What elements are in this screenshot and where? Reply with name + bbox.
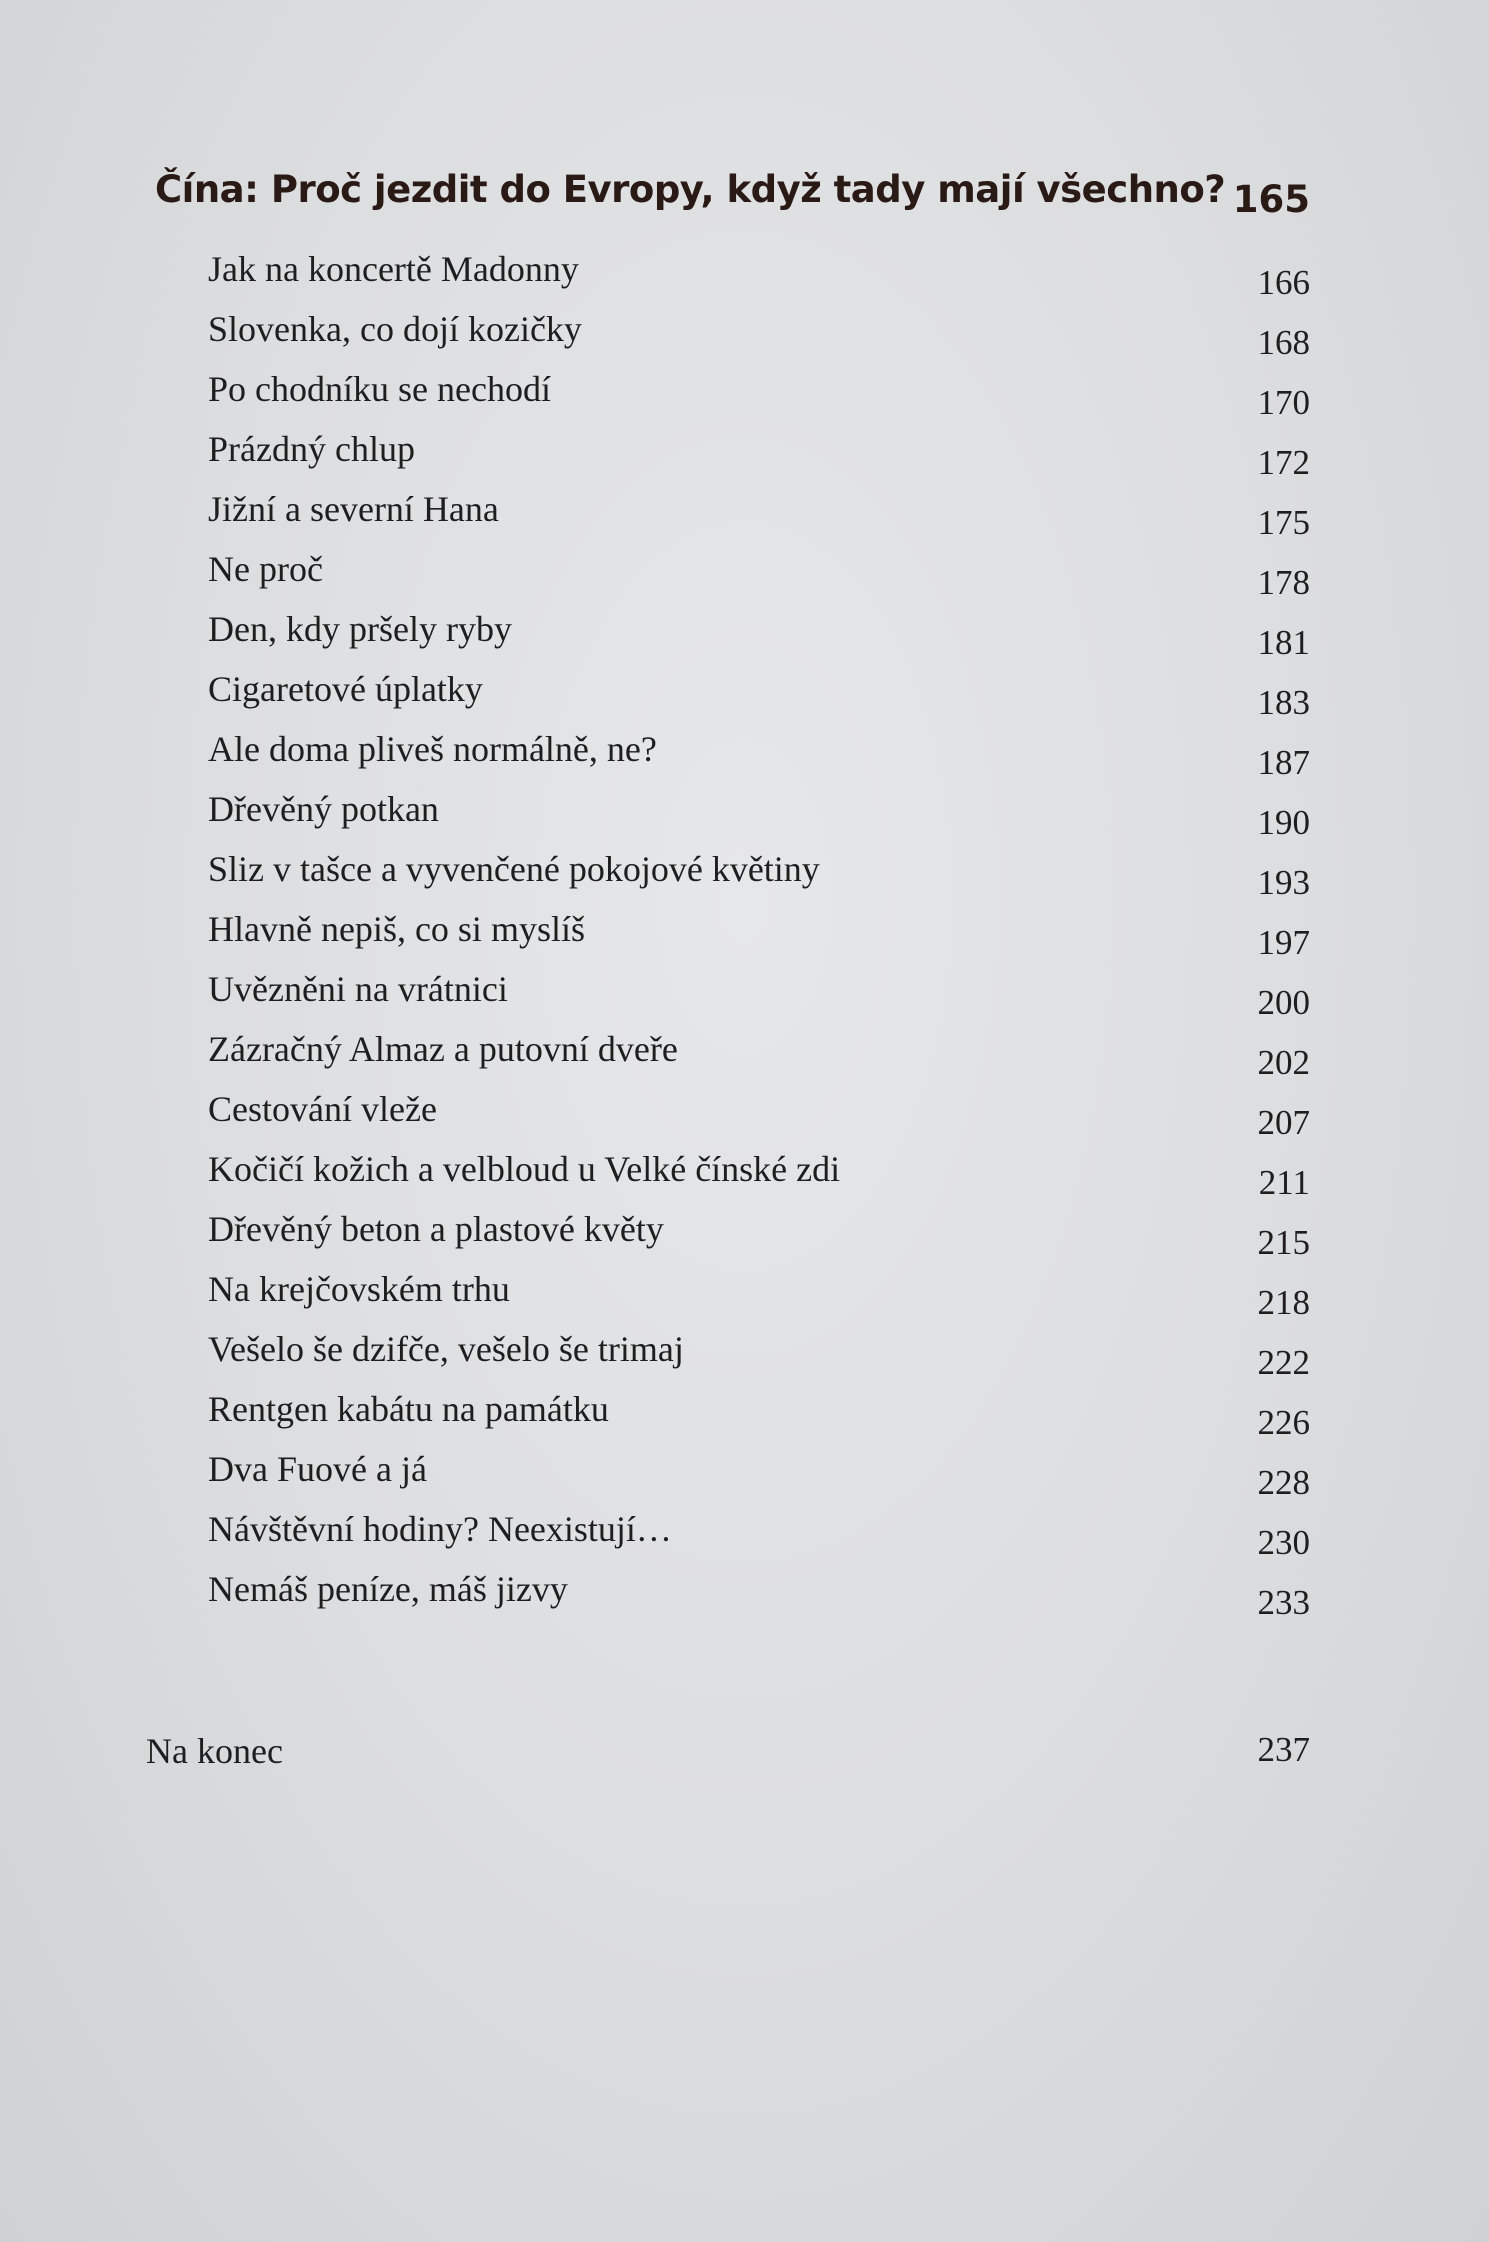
toc-entry-page: 222 [1257, 1343, 1310, 1382]
toc-entry-title: Na krejčovském trhu [208, 1269, 510, 1309]
toc-entry [208, 1088, 1310, 1148]
chapter-heading [155, 168, 1310, 238]
toc-entry [208, 248, 1310, 308]
toc-entry-page: 172 [1257, 443, 1310, 482]
toc-entry-title: Hlavně nepiš, co si myslíš [208, 909, 585, 949]
toc-entry-page: 228 [1257, 1463, 1310, 1502]
toc-entry-title: Ne proč [208, 549, 323, 589]
toc-entry [208, 1328, 1310, 1388]
toc-entry-title: Nemáš peníze, máš jizvy [208, 1569, 568, 1609]
toc-entry-page: 183 [1257, 683, 1310, 722]
toc-entry-page: 226 [1257, 1403, 1310, 1442]
toc-entry-page: 197 [1257, 923, 1310, 962]
toc-entry [208, 548, 1310, 608]
toc-entry-title: Jižní a severní Hana [208, 489, 499, 529]
toc-entry-page: 170 [1257, 383, 1310, 422]
toc-entry-page: 233 [1257, 1583, 1310, 1622]
chapter-title: Čína: Proč jezdit do Evropy, když tady mají všechno? [155, 168, 1226, 211]
toc-entry [208, 1448, 1310, 1508]
toc-entry-title: Slovenka, co dojí kozičky [208, 309, 582, 349]
toc-entry [208, 728, 1310, 788]
toc-entry-page: 187 [1257, 743, 1310, 782]
toc-entry-page: 215 [1257, 1223, 1310, 1262]
toc-entry [208, 1508, 1310, 1568]
toc-entry-title: Den, kdy pršely ryby [208, 609, 512, 649]
toc-entry-page: 202 [1257, 1043, 1310, 1082]
toc-entry-page: 211 [1258, 1163, 1310, 1202]
toc-entry-page: 178 [1257, 563, 1310, 602]
toc-entry-page: 168 [1257, 323, 1310, 362]
toc-entry [208, 428, 1310, 488]
toc-entry-page: 193 [1257, 863, 1310, 902]
toc-entry-title: Vešelo še dzifče, vešelo še trimaj [208, 1329, 684, 1369]
toc-entry [208, 1028, 1310, 1088]
toc-entry-page: 181 [1257, 623, 1310, 662]
toc-entry-list [208, 248, 1310, 1628]
toc-entry-title: Dřevěný beton a plastové květy [208, 1209, 664, 1249]
toc-entry-page: 166 [1257, 263, 1310, 302]
toc-entry [208, 488, 1310, 548]
toc-entry-title: Rentgen kabátu na památku [208, 1389, 609, 1429]
toc-entry [208, 1388, 1310, 1448]
toc-entry-title: Prázdný chlup [208, 429, 415, 469]
toc-entry-title: Jak na koncertě Madonny [208, 249, 579, 289]
toc-entry-title: Ale doma pliveš normálně, ne? [208, 729, 657, 769]
toc-entry-page: 230 [1257, 1523, 1310, 1562]
toc-entry-page: 218 [1257, 1283, 1310, 1322]
toc-entry [208, 1148, 1310, 1208]
chapter-page-number: 165 [1232, 178, 1310, 221]
toc-entry [208, 1208, 1310, 1268]
toc-entry-title: Návštěvní hodiny? Neexistují… [208, 1509, 672, 1549]
toc-entry-title: Po chodníku se nechodí [208, 369, 551, 409]
final-toc-entry [146, 1730, 1310, 1780]
toc-entry-title: Uvězněni na vrátnici [208, 969, 508, 1009]
toc-entry-page: 207 [1257, 1103, 1310, 1142]
toc-entry [208, 1268, 1310, 1328]
toc-entry [208, 908, 1310, 968]
toc-entry [208, 668, 1310, 728]
final-entry-page: 237 [1257, 1730, 1310, 1769]
toc-entry [208, 1568, 1310, 1628]
toc-entry-title: Zázračný Almaz a putovní dveře [208, 1029, 678, 1069]
final-entry-title: Na konec [146, 1731, 283, 1771]
toc-entry [208, 368, 1310, 428]
toc-entry-page: 200 [1257, 983, 1310, 1022]
toc-entry-title: Sliz v tašce a vyvenčené pokojové květiny [208, 849, 820, 889]
toc-entry-page: 190 [1257, 803, 1310, 842]
toc-entry [208, 968, 1310, 1028]
toc-entry-title: Dřevěný potkan [208, 789, 439, 829]
toc-entry [208, 848, 1310, 908]
toc-entry-title: Cigaretové úplatky [208, 669, 483, 709]
toc-entry-title: Kočičí kožich a velbloud u Velké čínské zdi [208, 1149, 841, 1189]
toc-entry-page: 175 [1257, 503, 1310, 542]
toc-entry [208, 788, 1310, 848]
toc-entry [208, 608, 1310, 668]
toc-entry-title: Dva Fuové a já [208, 1449, 427, 1489]
toc-entry [208, 308, 1310, 368]
toc-entry-title: Cestování vleže [208, 1089, 437, 1129]
